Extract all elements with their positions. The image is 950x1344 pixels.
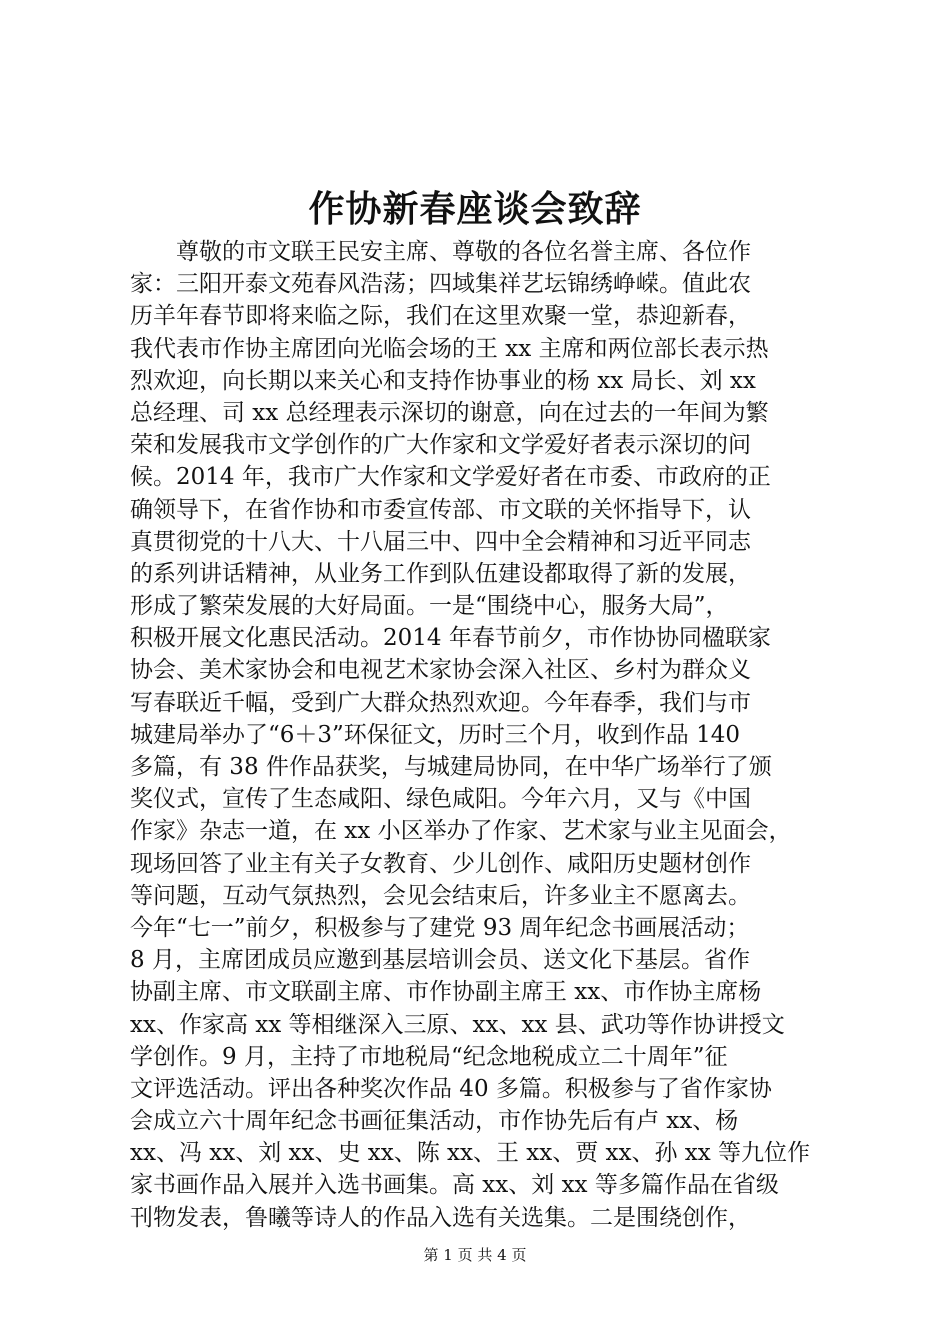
page-number: 第 1 页 共 4 页 xyxy=(423,1246,527,1264)
body-line: 协会、美术家协会和电视艺术家协会深入社区、乡村为群众义 xyxy=(130,657,751,684)
body-line: 的系列讲话精神，从业务工作到队伍建设都取得了新的发展， xyxy=(130,560,751,587)
body-line: 8 月，主席团成员应邀到基层培训会员、送文化下基层。省作 xyxy=(130,947,750,974)
body-line: 历羊年春节即将来临之际，我们在这里欢聚一堂，恭迎新春， xyxy=(130,303,751,330)
document-title: 作协新春座谈会致辞 xyxy=(308,188,642,230)
body-line: 等问题，互动气氛热烈，会见会结束后，许多业主不愿离去。 xyxy=(130,882,751,909)
body-line: 今年“七一”前夕，积极参与了建党 93 周年纪念书画展活动； xyxy=(130,914,750,941)
document-body xyxy=(130,236,830,1234)
body-line: 现场回答了业主有关子女教育、少儿创作、咸阳历史题材创作 xyxy=(130,850,751,877)
body-line: 确领导下，在省作协和市委宣传部、市文联的关怀指导下，认 xyxy=(130,496,751,523)
body-line: 城建局举办了“6＋3”环保征文，历时三个月，收到作品 140 xyxy=(130,721,740,748)
body-line: 真贯彻党的十八大、十八届三中、四中全会精神和习近平同志 xyxy=(130,528,751,555)
body-line: 多篇，有 38 件作品获奖，与城建局协同，在中华广场举行了颁 xyxy=(130,754,772,780)
body-line: xx、作家高 xx 等相继深入三原、xx、xx 县、武功等作协讲授文 xyxy=(130,1011,785,1038)
body-line: 会成立六十周年纪念书画征集活动，市作协先后有卢 xx、杨 xyxy=(130,1108,739,1135)
body-line: 烈欢迎，向长期以来关心和支持作协事业的杨 xx 局长、刘 xx xyxy=(130,367,756,394)
body-line: 刊物发表，鲁曦等诗人的作品入选有关选集。二是围绕创作， xyxy=(130,1204,751,1231)
body-line: 协副主席、市文联副主席、市作协副主席王 xx、市作协主席杨 xyxy=(130,979,762,1006)
body-line: xx、冯 xx、刘 xx、史 xx、陈 xx、王 xx、贾 xx、孙 xx 等九位作 xyxy=(130,1140,811,1167)
body-line: 家书画作品入展并入选书画集。高 xx、刘 xx 等多篇作品在省级 xyxy=(130,1172,779,1199)
body-line: 学创作。9 月，主持了市地税局“纪念地税成立二十周年”征 xyxy=(130,1043,728,1070)
body-line: 候。2014 年，我市广大作家和文学爱好者在市委、市政府的正 xyxy=(130,464,771,491)
body-line: 总经理、司 xx 总经理表示深切的谢意，向在过去的一年间为繁 xyxy=(130,399,769,426)
body-line: 形成了繁荣发展的大好局面。一是“围绕中心，服务大局”， xyxy=(130,593,729,620)
body-line: 家：三阳开泰文苑春风浩荡；四域集祥艺坛锦绣峥嵘。值此农 xyxy=(130,271,751,298)
body-line: 我代表市作协主席团向光临会场的王 xx 主席和两位部长表示热 xyxy=(130,335,769,362)
body-line: 作家》杂志一道，在 xx 小区举办了作家、艺术家与业主见面会， xyxy=(130,818,792,845)
body-line: 写春联近千幅，受到广大群众热烈欢迎。今年春季，我们与市 xyxy=(130,689,751,716)
body-line: 奖仪式，宣传了生态咸阳、绿色咸阳。今年六月，又与《中国 xyxy=(130,786,751,813)
body-line: 尊敬的市文联王民安主席、尊敬的各位名誉主席、各位作 xyxy=(176,239,751,265)
body-line: 文评选活动。评出各种奖次作品 40 多篇。积极参与了省作家协 xyxy=(130,1075,772,1102)
body-line: 积极开展文化惠民活动。2014 年春节前夕，市作协协同楹联家 xyxy=(130,625,771,652)
body-line: 荣和发展我市文学创作的广大作家和文学爱好者表示深切的问 xyxy=(130,432,751,459)
page-footer xyxy=(0,1245,950,1265)
